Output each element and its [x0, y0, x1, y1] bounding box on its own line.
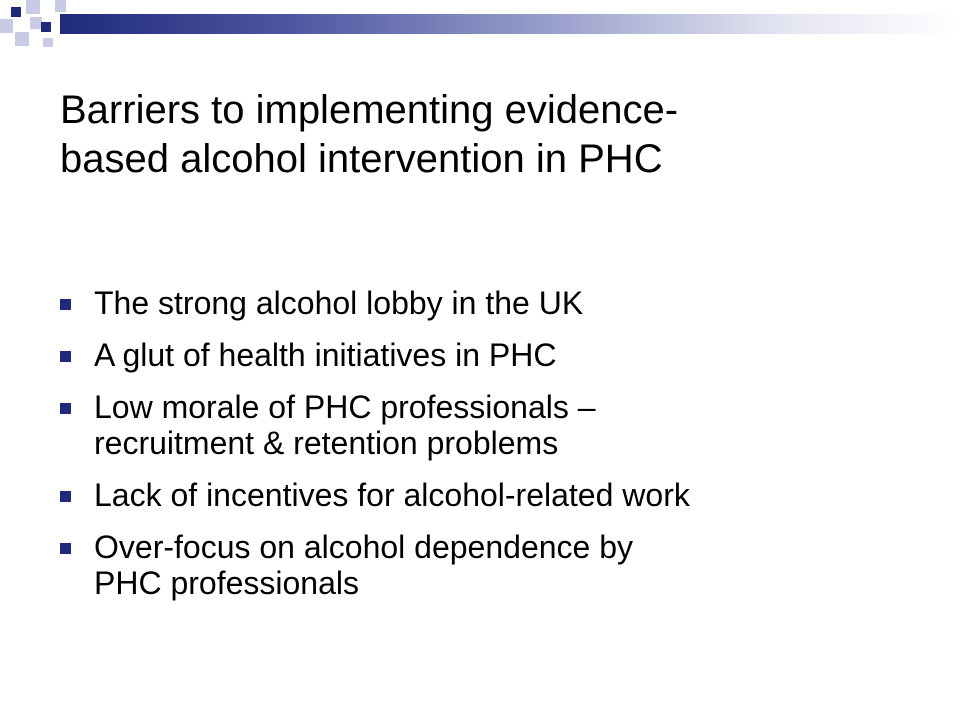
bullet-item [60, 337, 920, 373]
bullet-item [60, 477, 920, 513]
bullet-item [60, 389, 920, 461]
square-bullet-icon [60, 299, 71, 310]
square-pattern-icon [41, 22, 51, 32]
bullet-text: Lack of incentives for alcohol-related work [94, 477, 690, 513]
square-pattern-icon [15, 32, 29, 46]
square-pattern-icon [26, 0, 40, 14]
bullet-text: Over-focus on alcohol dependence by [94, 529, 634, 565]
header-gradient-bar [60, 14, 960, 34]
slide-title [60, 86, 930, 184]
bullet-item [60, 529, 920, 601]
square-pattern-icon [43, 38, 53, 47]
bullet-list [60, 285, 920, 617]
square-bullet-icon [60, 491, 71, 502]
corner-decoration [0, 0, 960, 60]
bullet-text: Low morale of PHC professionals – [94, 389, 596, 425]
bullet-text: recruitment & retention problems [94, 425, 559, 461]
square-bullet-icon [60, 543, 71, 554]
bullet-text: PHC professionals [94, 565, 359, 601]
square-pattern-icon [0, 19, 13, 33]
bullet-item [60, 285, 920, 321]
square-pattern-icon [55, 0, 66, 12]
slide-title-line: based alcohol intervention in PHC [60, 137, 663, 181]
slide-title-line: Barriers to implementing evidence- [60, 88, 679, 132]
square-bullet-icon [60, 403, 71, 414]
square-bullet-icon [60, 351, 71, 362]
square-pattern-icon [11, 7, 21, 17]
bullet-text: A glut of health initiatives in PHC [94, 337, 557, 373]
bullet-text: The strong alcohol lobby in the UK [94, 285, 584, 321]
